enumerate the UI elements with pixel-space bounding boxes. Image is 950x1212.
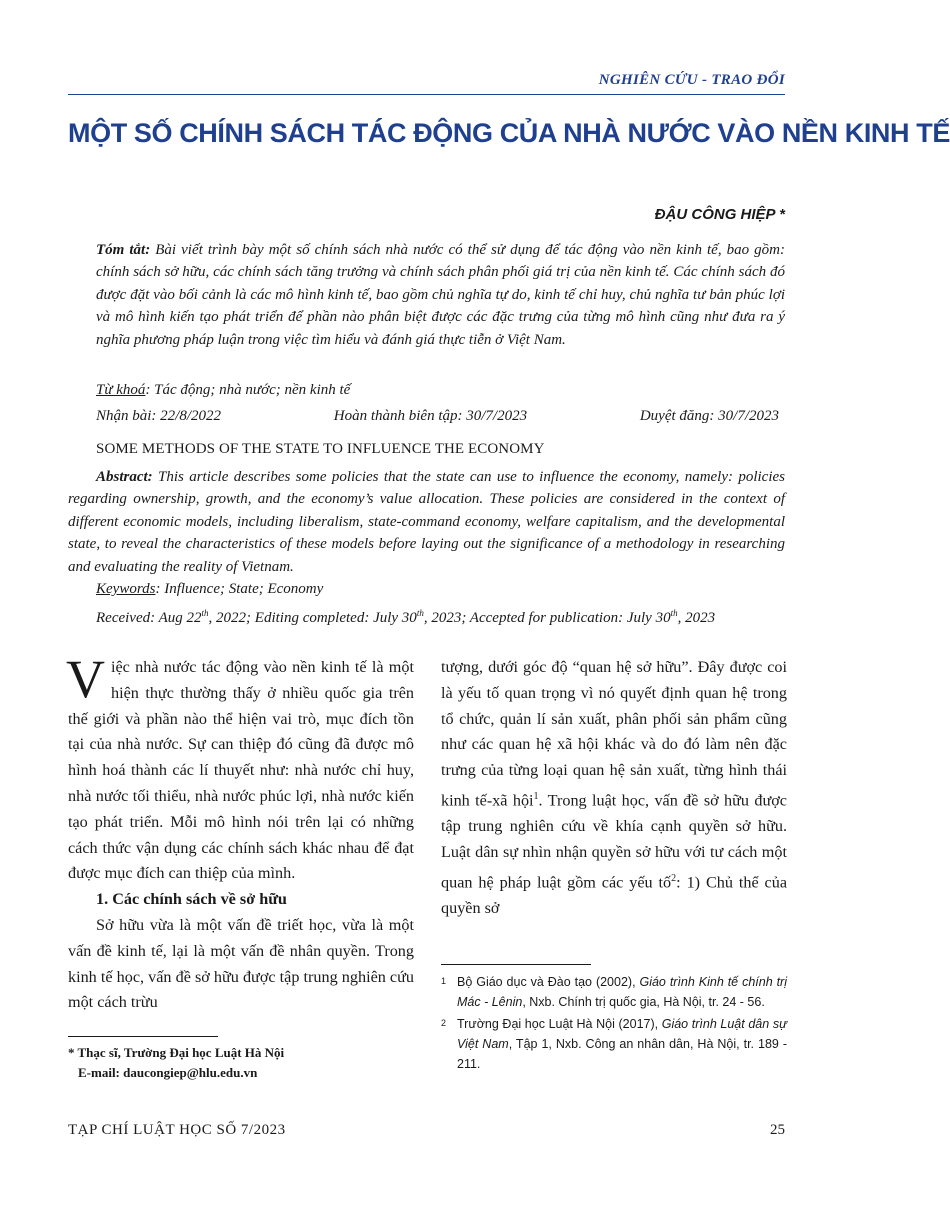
page-number: 25 xyxy=(770,1122,785,1138)
english-keywords xyxy=(96,581,323,598)
english-dates xyxy=(96,608,785,627)
received-part: Received: Aug 22 xyxy=(96,610,202,626)
editing-part: , 2022; Editing completed: July 30 xyxy=(208,610,417,626)
vi-summary-text: Bài viết trình bày một số chính sách nhà nước có thể sử dụng để tác động vào nền kinh tế, bao gồm: chính sách sở hữu, các chính sách tăng trưởng và chính sách phân phối giá trị của nền kinh tế. Các chính sách đó được đặt vào bối cảnh là các mô hình kinh tế, bao gồm chủ nghĩa tự do, kinh tế chỉ huy, chủ nghĩa tư bản phúc lợi và mô hình kiến tạo phát triển để phần nào phân biệt được các đặc trưng của từng mô hình cũng như đưa ra ý nghĩa phương pháp luận trong việc tìm hiểu và đánh giá thực tiễn ở Việt Nam. xyxy=(96,242,785,348)
drop-cap: V xyxy=(66,649,105,709)
vi-dates xyxy=(96,408,779,425)
ownership-paragraph: Sở hữu vừa là một vấn đề triết học, vừa là một vấn đề kinh tế, lại là một vấn đề nhân quyền. Trong kinh tế học, vấn đề sở hữu được tập trung nghiên cứu một cách trừu xyxy=(68,915,414,1012)
footnote-2 xyxy=(441,1014,787,1074)
section-heading-1: 1. Các chính sách về sở hữu xyxy=(96,890,287,909)
intro-text: iệc nhà nước tác động vào nền kinh tế là một hiện thực thường thấy ở nhiều quốc gia trên thế giới và phần nào thể hiện vai trò, mục đích tồn tại của nhà nước. Sự can thiệp đó cũng đã được mô hình hoá thành các lí thuyết như: nhà nước chỉ huy, nhà nước tối thiểu, nhà nước phúc lợi, nhà nước kiến tạo phát triển. Mỗi mô hình nói trên lại có những cách thức vận dụng các chính sách khác nhau để đạt được mục đích can thiệp của mình. xyxy=(68,658,414,883)
header-rule xyxy=(68,94,785,95)
footnote-text xyxy=(457,1014,787,1074)
accepted-part: , 2023; Accepted for publication: July 30 xyxy=(423,610,671,626)
body-text: : 1) Chủ thể của quyền sở xyxy=(441,873,787,917)
footnotes xyxy=(441,972,787,1076)
footnote-text xyxy=(457,972,787,1012)
english-abstract xyxy=(68,466,785,578)
footnote-publisher: , Tập 1, Nxb. Công an nhân dân, Hà Nội, tr. 189 - 211. xyxy=(457,1037,788,1071)
accepted-year: , 2023 xyxy=(677,610,716,626)
author-email: E-mail: daucongiep@hlu.edu.vn xyxy=(78,1065,258,1080)
ownership-paragraph-cont xyxy=(441,655,787,922)
footnote-number: 1 xyxy=(441,976,447,986)
author-affiliation: * Thạc sĩ, Trường Đại học Luật Hà Nội xyxy=(68,1045,285,1060)
author-note xyxy=(68,1043,284,1083)
date-edited: Hoàn thành biên tập: 30/7/2023 xyxy=(333,408,528,424)
footnote-author: Bộ Giáo dục và Đào tạo (2002), xyxy=(457,975,640,989)
ordinal-sup: th xyxy=(670,608,678,618)
vi-keywords-label: Từ khoá xyxy=(96,382,146,398)
body-column-left xyxy=(66,649,414,1016)
author-name: ĐẬU CÔNG HIỆP * xyxy=(654,206,785,223)
ordinal-sup: th xyxy=(201,608,209,618)
body-text: tượng, dưới góc độ “quan hệ sở hữu”. Đây được coi là yếu tố quan trọng vì nó quyết định quan hệ trong tổ chức, quản lí sản xuất, phân phối sản phẩm cũng như các quan hệ xã hội khác và do đó làm nên đặc trưng của từng loại quan hệ sản xuất, từng hình thái kinh tế-xã hội xyxy=(441,658,787,810)
vi-summary xyxy=(96,239,785,351)
vi-keywords xyxy=(96,382,350,399)
footnote-ref-2: 2 xyxy=(671,872,677,884)
en-keywords-label: Keywords xyxy=(96,581,156,597)
footnote-publisher: , Nxb. Chính trị quốc gia, Hà Nội, tr. 24 - 56. xyxy=(522,995,765,1009)
footnote-ref-1: 1 xyxy=(533,790,539,802)
intro-paragraph xyxy=(66,649,414,887)
body-column-right xyxy=(441,655,787,922)
body-text: . Trong luật học, vấn đề sở hữu được tập trung nghiên cứu về khía cạnh quyền sở hữu. Luật dân sự nhìn nhận quyền sở hữu với tư cách một quan hệ pháp luật gồm các yếu tố xyxy=(441,791,787,892)
footnote-author: Trường Đại học Luật Hà Nội (2017), xyxy=(457,1017,662,1031)
footnote-rule xyxy=(441,964,591,965)
date-received: Nhận bài: 22/8/2022 xyxy=(96,408,222,424)
english-title: SOME METHODS OF THE STATE TO INFLUENCE THE ECONOMY xyxy=(96,441,545,457)
journal-name: TẠP CHÍ LUẬT HỌC SỐ 7/2023 xyxy=(68,1122,286,1138)
date-approved: Duyệt đăng: 30/7/2023 xyxy=(639,408,779,424)
author-note-rule xyxy=(68,1036,218,1037)
section-label: NGHIÊN CỨU - TRAO ĐỔI xyxy=(598,72,785,88)
footnote-book-title: Giáo trình Kinh tế chính trị Mác - Lênin xyxy=(457,975,787,1009)
footnote-number: 2 xyxy=(441,1018,447,1028)
en-keywords-text: : Influence; State; Economy xyxy=(155,581,324,597)
article-title: MỘT SỐ CHÍNH SÁCH TÁC ĐỘNG CỦA NHÀ NƯỚC VÀO NỀN KINH TẾ xyxy=(68,118,950,148)
ordinal-sup: th xyxy=(416,608,424,618)
vi-summary-label: Tóm tắt: xyxy=(96,242,151,258)
abstract-label: Abstract: xyxy=(96,469,153,485)
footnote-book-title: Giáo trình Luật dân sự Việt Nam xyxy=(457,1017,787,1051)
footnote-1 xyxy=(441,972,787,1012)
vi-keywords-text: : Tác động; nhà nước; nền kinh tế xyxy=(145,382,351,398)
abstract-text: This article describes some policies that the state can use to influence the economy, namely: policies regarding ownership, growth, and the economy’s value allocation. These policies are considered in the context of different economic models, including liberalism, state-command economy, welfare capitalism, and the developmental state, to reveal the characteristics of these models before laying out the significance of a methodology in researching and evaluating the reality of Vietnam. xyxy=(68,469,785,575)
